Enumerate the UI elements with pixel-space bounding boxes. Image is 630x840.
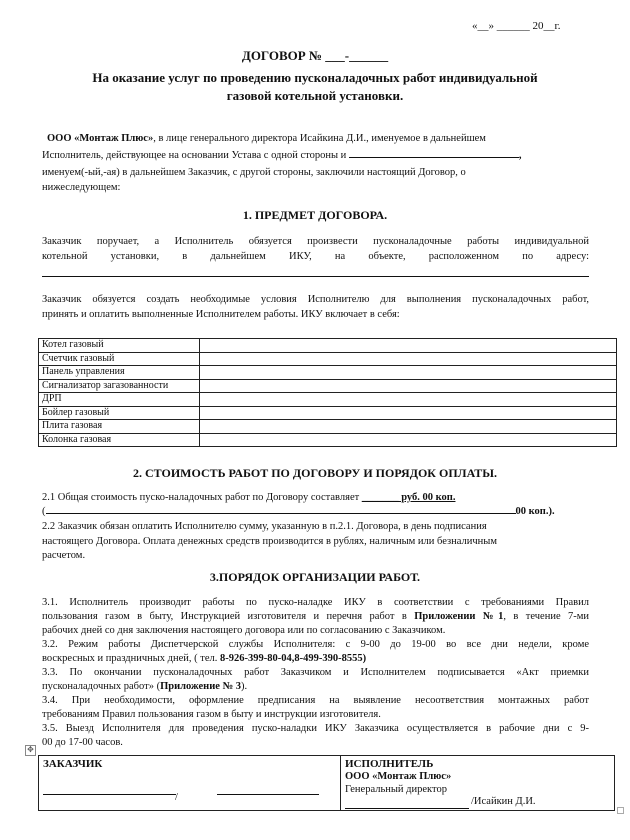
customer-signature-blank[interactable]	[43, 794, 176, 795]
table-row	[39, 420, 617, 434]
move-cross-icon[interactable]: ✥	[25, 745, 36, 756]
section-3-p3-line-2	[42, 681, 247, 692]
table-row	[39, 339, 617, 353]
section-1-p2-line-2: принять и оплатить выполненные Исполнителем работы. ИКУ включает в себя:	[42, 309, 400, 320]
customer-title: ЗАКАЗЧИК	[43, 758, 103, 770]
date-line: «__» ______ 20__г.	[472, 20, 561, 32]
table-cell-item: Колонка газовая	[39, 433, 200, 447]
table-row	[39, 366, 617, 380]
table-cell-value[interactable]	[200, 393, 617, 407]
section-3-p2-line-2	[42, 653, 366, 664]
table-cell-item: Панель управления	[39, 366, 200, 380]
customer-slash: /	[175, 792, 178, 803]
section-3-p3-line-2-tail: ).	[241, 681, 248, 692]
section-2-p2-line-2: настоящего Договора. Оплата денежных средств производится в рублях, наличным или безналичным	[42, 536, 497, 547]
appendix-1-ref: Приложении №1	[414, 611, 504, 622]
table-cell-item: ДРП	[39, 393, 200, 407]
section-3-p1-line-2	[42, 611, 589, 622]
table-row	[39, 433, 617, 447]
section-2-p1-text: 2.1 Общая стоимость пуско-наладочных работ по Договору составляет	[42, 492, 360, 503]
contract-subtitle-line-1: На оказание услуг по проведению пусконаладочных работ индивидуальной	[92, 70, 538, 85]
contractor-company: ООО «Монтаж Плюс»	[345, 771, 452, 782]
section-1-heading: 1. ПРЕДМЕТ ДОГОВОРА.	[242, 208, 388, 222]
table-row	[39, 393, 617, 407]
section-3-p5-line-2: 00 до 17-00 часов.	[42, 737, 123, 748]
customer-name-blank[interactable]	[349, 157, 519, 158]
intro-line-2-comma: ,	[518, 150, 522, 161]
contractor-signature-cell	[341, 756, 615, 811]
table-cell-item: Сигнализатор загазованности	[39, 379, 200, 393]
section-3-heading: 3.ПОРЯДОК ОРГАНИЗАЦИИ РАБОТ.	[209, 570, 421, 584]
table-cell-value[interactable]	[200, 366, 617, 380]
section-2-heading: 2. СТОИМОСТЬ РАБОТ ПО ДОГОВОРУ И ПОРЯДОК ОПЛАТЫ.	[132, 466, 498, 480]
appendix-3-ref: Приложение № 3	[160, 681, 241, 692]
section-1-p1-line-2: котельной установки, в дальнейшем ИКУ, на объекте, расположенном по адресу:	[42, 251, 589, 262]
section-2-p2-line-3: расчетом.	[42, 550, 86, 561]
table-row	[39, 352, 617, 366]
table-cell-value[interactable]	[200, 352, 617, 366]
section-3-p3-line-1: 3.3. По окончании пусконаладочных работ Заказчиком и Исполнителем подписывается «Акт приемки	[42, 667, 589, 678]
section-3-p1-line-2-tail: , в течение 7-ми	[503, 611, 590, 622]
section-3-p4-line-1: 3.4. При необходимости, оформление предписания на выявление несоответствия монтажных работ	[42, 695, 589, 706]
table-cell-value[interactable]	[200, 433, 617, 447]
equipment-table	[38, 338, 617, 447]
intro-line-2	[42, 150, 522, 161]
table-cell-value[interactable]	[200, 406, 617, 420]
section-2-p1-line-2	[42, 506, 555, 517]
section-2-p1-line-1	[42, 492, 455, 503]
section-1-p1-line-1: Заказчик поручает, а Исполнитель обязуется произвести пусконаладочные работы индивидуальной	[42, 236, 589, 247]
price-in-words-blank[interactable]	[46, 513, 516, 514]
section-3-p1-line-3: рабочих дней со дня заключения настоящего договора или по согласованию с Заказчиком.	[42, 625, 446, 636]
intro-line-2-text: Исполнитель, действующее на основании Устава с одной стороны и	[42, 150, 347, 161]
table-cell-item: Котел газовый	[39, 339, 200, 353]
price-words-open: (	[42, 506, 46, 517]
table-cell-value[interactable]	[200, 339, 617, 353]
contract-title: ДОГОВОР № ___-______	[241, 48, 389, 63]
table-cell-value[interactable]	[200, 420, 617, 434]
section-3-p2-line-1: 3.2. Режим работы Диспетчерской службы Исполнителя: с 9-00 до 19-00 во все дни недели, кроме	[42, 639, 589, 650]
section-3-p2-line-2-text: воскресных и праздничных дней, ( тел.	[42, 653, 218, 664]
table-cell-value[interactable]	[200, 379, 617, 393]
section-3-p1-line-1: 3.1. Исполнитель производит работы по пуско-наладке ИКУ в соответствии с требованиями Правил	[42, 597, 589, 608]
dispatch-phones: 8-926-399-80-04,8-499-390-8555)	[220, 653, 367, 664]
intro-line-3: именуем(-ый,-ая) в дальнейшем Заказчик, с другой стороны, заключили настоящий Договор, о	[42, 167, 466, 178]
company-name: ООО «Монтаж Плюс»	[47, 133, 154, 144]
customer-name-signature-blank[interactable]	[217, 794, 319, 795]
contractor-signature-blank[interactable]	[345, 808, 469, 809]
address-blank-line[interactable]	[42, 276, 589, 277]
price-amount-field[interactable]: _______ руб. 00 коп.	[361, 492, 456, 503]
table-cell-item: Плита газовая	[39, 420, 200, 434]
table-cell-item: Счетчик газовый	[39, 352, 200, 366]
contract-subtitle-line-2: газовой котельной установки.	[226, 88, 404, 103]
table-row	[39, 406, 617, 420]
intro-line-1	[47, 133, 486, 144]
contractor-name: /Исайкин Д.И.	[471, 796, 536, 807]
section-2-p2-line-1: 2.2 Заказчик обязан оплатить Исполнителю сумму, указанную в п.2.1. Договора, в день подписания	[42, 521, 487, 532]
table-cell-item: Бойлер газовый	[39, 406, 200, 420]
price-words-close: 00 коп.).	[515, 506, 555, 517]
section-3-p5-line-1: 3.5. Выезд Исполнителя для проведения пуско-наладки ИКУ Заказчика осуществляется в рабочие дни с 9-	[42, 723, 589, 734]
table-resize-handle[interactable]	[617, 807, 624, 814]
table-row	[39, 379, 617, 393]
section-3-p1-line-2-text: пользования газом в быту, Инструкцией изготовителя и перечня работ в	[42, 611, 407, 622]
signature-table	[38, 755, 615, 811]
section-3-p4-line-2: требованиям Правил пользования газом в быту и инструкции изготовителя.	[42, 709, 381, 720]
contractor-title: ИСПОЛНИТЕЛЬ	[345, 758, 434, 770]
customer-signature-cell	[39, 756, 341, 811]
intro-line-1-text: , в лице генерального директора Исайкина Д.И., именуемое в дальнейшем	[153, 133, 486, 144]
intro-line-4: нижеследующем:	[42, 182, 121, 193]
section-3-p3-line-2-text: пусконаладочных работ» (	[42, 681, 161, 692]
section-1-p2-line-1: Заказчик обязуется создать необходимые условия Исполнителю для выполнения пусконаладочных работ,	[42, 294, 589, 305]
contractor-position: Генеральный директор	[345, 784, 447, 795]
